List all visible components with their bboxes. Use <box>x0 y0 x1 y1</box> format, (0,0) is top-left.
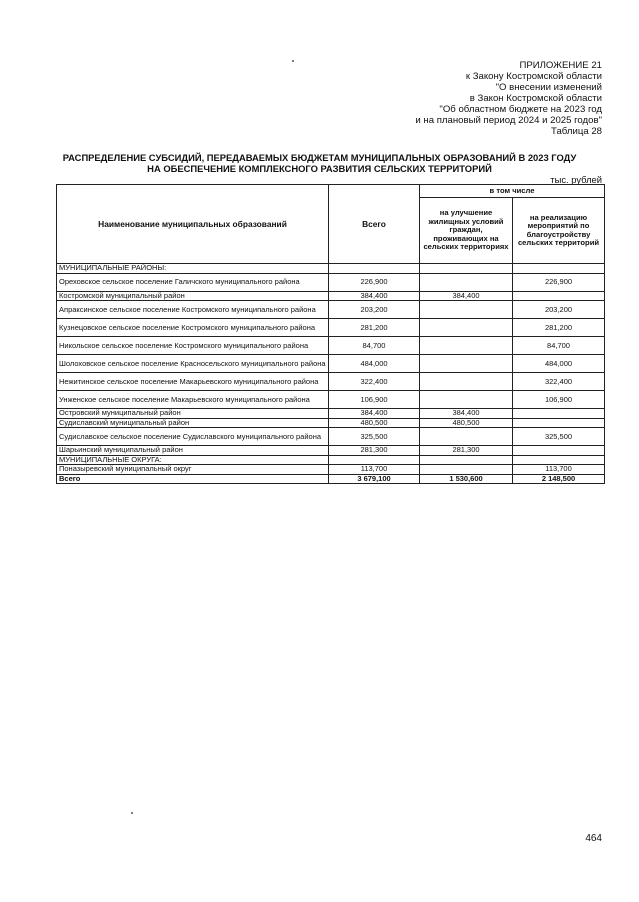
cell-housing: 384,400 <box>420 409 513 419</box>
cell-total: 484,000 <box>329 355 420 373</box>
cell-name: Нежитинское сельское поселение Макарьевского муниципального района <box>57 373 329 391</box>
cell-total: 480,500 <box>329 418 420 428</box>
header-improvement: на реализацию мероприятий по благоустройству сельских территорий <box>513 198 605 264</box>
appendix-line: ПРИЛОЖЕНИЕ 21 <box>519 60 602 71</box>
cell-improvement <box>513 455 605 465</box>
appendix-line: в Закон Костромской области <box>469 93 602 104</box>
table-row <box>57 355 605 373</box>
cell-housing <box>420 373 513 391</box>
table-row <box>57 337 605 355</box>
cell-improvement: 325,500 <box>513 428 605 446</box>
cell-housing <box>420 465 513 475</box>
table-row <box>57 273 605 291</box>
cell-name: Поназыревский муниципальный округ <box>57 465 329 475</box>
appendix-line: к Закону Костромской области <box>465 71 602 82</box>
cell-improvement: 106,900 <box>513 391 605 409</box>
cell-name: Никольское сельское поселение Костромского муниципального района <box>57 337 329 355</box>
cell-name: Шолоховское сельское поселение Красносельского муниципального района <box>57 355 329 373</box>
cell-housing <box>420 391 513 409</box>
cell-total: 384,400 <box>329 291 420 301</box>
table-row <box>57 391 605 409</box>
cell-improvement <box>513 446 605 456</box>
cell-improvement: 226,900 <box>513 273 605 291</box>
cell-name: Ореховское сельское поселение Галичского муниципального района <box>57 273 329 291</box>
cell-total: 325,500 <box>329 428 420 446</box>
cell-housing <box>420 301 513 319</box>
table-row <box>57 446 605 456</box>
cell-name: Судиславское сельское поселение Судиславского муниципального района <box>57 428 329 446</box>
cell-total: 281,200 <box>329 319 420 337</box>
cell-total: 226,900 <box>329 273 420 291</box>
cell-improvement: 203,200 <box>513 301 605 319</box>
cell-improvement: 84,700 <box>513 337 605 355</box>
appendix-line: "Об областном бюджете на 2023 год <box>439 104 602 115</box>
cell-name: Всего <box>57 474 329 484</box>
cell-improvement <box>513 409 605 419</box>
cell-name: Островский муниципальный район <box>57 409 329 419</box>
cell-total: 322,400 <box>329 373 420 391</box>
cell-housing <box>420 428 513 446</box>
cell-name: Шарьинский муниципальный район <box>57 446 329 456</box>
table-row <box>57 428 605 446</box>
table-row <box>57 409 605 419</box>
table-row <box>57 264 605 274</box>
cell-total: 203,200 <box>329 301 420 319</box>
table-row <box>57 291 605 301</box>
header-group: в том числе <box>420 185 605 198</box>
cell-housing <box>420 319 513 337</box>
header-name: Наименование муниципальных образований <box>57 185 329 264</box>
document-title <box>40 152 599 174</box>
cell-improvement: 322,400 <box>513 373 605 391</box>
page-number: 464 <box>585 833 602 844</box>
cell-improvement: 113,700 <box>513 465 605 475</box>
cell-housing <box>420 264 513 274</box>
scan-speck <box>131 812 133 814</box>
appendix-line: и на плановый период 2024 и 2025 годов" <box>415 115 602 126</box>
cell-name: Костромской муниципальный район <box>57 291 329 301</box>
cell-housing <box>420 337 513 355</box>
cell-name: Унженское сельское поселение Макарьевского муниципального района <box>57 391 329 409</box>
cell-housing: 1 530,600 <box>420 474 513 484</box>
table-row <box>57 319 605 337</box>
cell-total: 84,700 <box>329 337 420 355</box>
cell-housing: 384,400 <box>420 291 513 301</box>
cell-name: Апраксинское сельское поселение Костромского муниципального района <box>57 301 329 319</box>
table-row <box>57 465 605 475</box>
header-total: Всего <box>329 185 420 264</box>
cell-total: 384,400 <box>329 409 420 419</box>
cell-improvement: 484,000 <box>513 355 605 373</box>
cell-total: 281,300 <box>329 446 420 456</box>
total-row <box>57 474 605 484</box>
table-row <box>57 418 605 428</box>
units-label: тыс. рублей <box>550 174 602 185</box>
table-row <box>57 373 605 391</box>
cell-improvement: 281,200 <box>513 319 605 337</box>
cell-name: Кузнецовское сельское поселение Костромского муниципального района <box>57 319 329 337</box>
cell-improvement <box>513 291 605 301</box>
cell-name: Судиславский муниципальный район <box>57 418 329 428</box>
appendix-line: "О внесении изменений <box>495 82 602 93</box>
cell-total: 3 679,100 <box>329 474 420 484</box>
cell-improvement <box>513 418 605 428</box>
table-number: Таблица 28 <box>551 126 602 137</box>
cell-housing <box>420 455 513 465</box>
cell-total <box>329 455 420 465</box>
appendix-header <box>415 60 602 137</box>
scan-speck <box>292 60 294 62</box>
cell-total <box>329 264 420 274</box>
title-line-2: НА ОБЕСПЕЧЕНИЕ КОМПЛЕКСНОГО РАЗВИТИЯ СЕЛЬСКИХ ТЕРРИТОРИЙ <box>147 163 492 174</box>
cell-total: 106,900 <box>329 391 420 409</box>
cell-housing <box>420 273 513 291</box>
title-line-1: РАСПРЕДЕЛЕНИЕ СУБСИДИЙ, ПЕРЕДАВАЕМЫХ БЮДЖЕТАМ МУНИЦИПАЛЬНЫХ ОБРАЗОВАНИЙ В 2023 ГОДУ <box>62 152 577 163</box>
cell-housing: 281,300 <box>420 446 513 456</box>
cell-improvement: 2 148,500 <box>513 474 605 484</box>
header-housing: на улучшение жилищных условий граждан, проживающих на сельских территориях <box>420 198 513 264</box>
cell-total: 113,700 <box>329 465 420 475</box>
subsidy-table <box>56 184 605 484</box>
cell-housing: 480,500 <box>420 418 513 428</box>
cell-housing <box>420 355 513 373</box>
cell-improvement <box>513 264 605 274</box>
cell-name: МУНИЦИПАЛЬНЫЕ ОКРУГА: <box>57 455 329 465</box>
cell-name: МУНИЦИПАЛЬНЫЕ РАЙОНЫ: <box>57 264 329 274</box>
table-row <box>57 301 605 319</box>
table-row <box>57 455 605 465</box>
